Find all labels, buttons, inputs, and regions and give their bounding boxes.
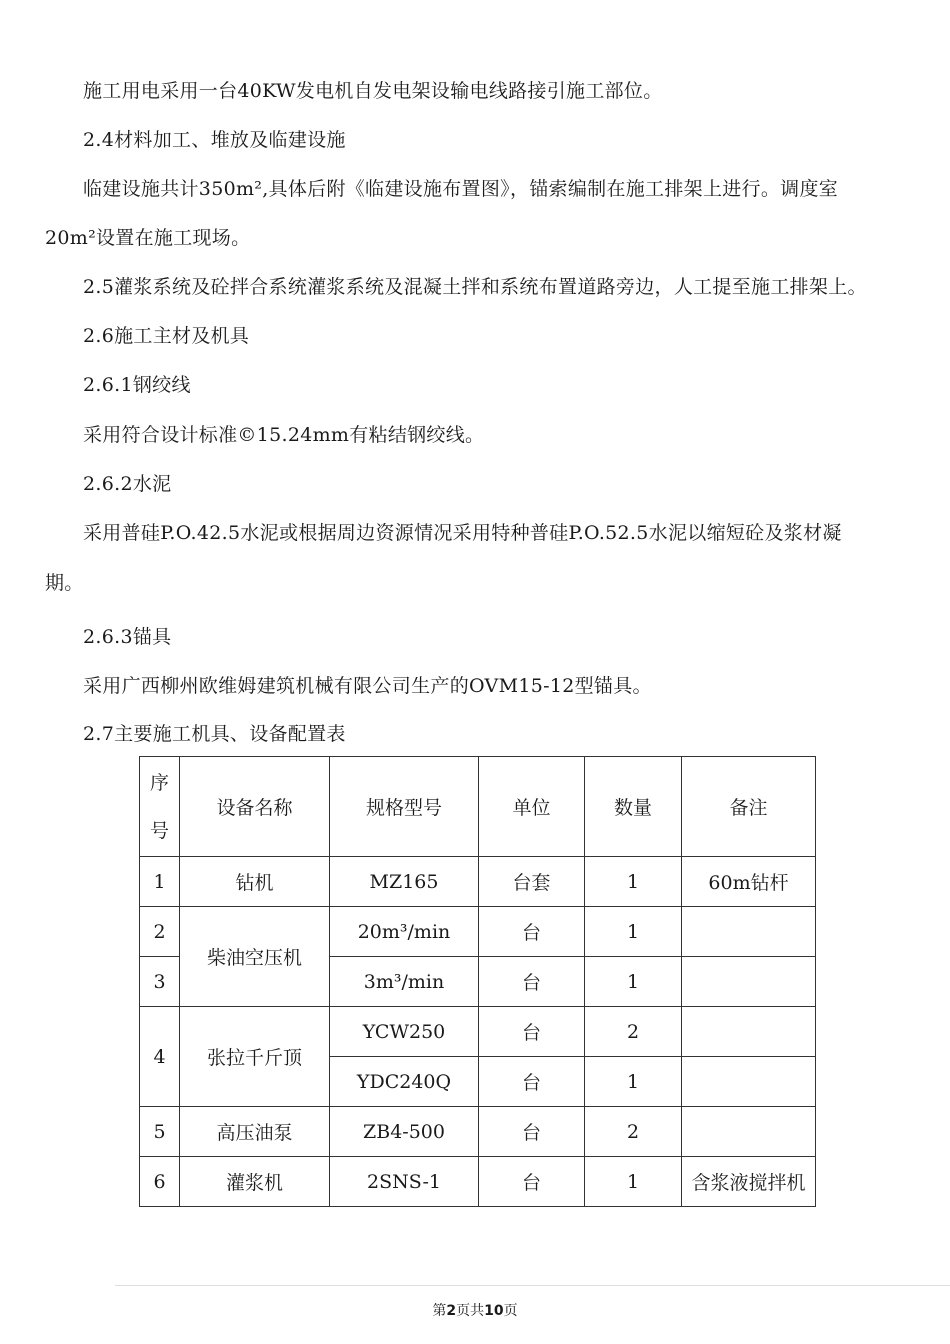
cell-name: 灌浆机 — [180, 1157, 330, 1207]
heading-2-6-3: 2.6.3锚具 — [83, 626, 172, 648]
paragraph-2-5-grouting-system: 2.5灌浆系统及砼拌合系统灌浆系统及混凝土拌和系统布置道路旁边，人工提至施工排架上。 — [83, 276, 867, 298]
cell-qty: 1 — [585, 1057, 682, 1107]
table-row — [140, 1107, 816, 1157]
heading-2-7: 2.7主要施工机具、设备配置表 — [83, 723, 346, 745]
cell-qty: 1 — [585, 907, 682, 957]
cell-model: MZ165 — [330, 857, 479, 907]
cell-qty: 1 — [585, 1157, 682, 1207]
heading-2-4: 2.4材料加工、堆放及临建设施 — [83, 129, 346, 151]
table-row — [140, 907, 816, 957]
cell-note: 60m钻杆 — [682, 857, 816, 907]
cell-unit: 台 — [479, 907, 585, 957]
heading-2-6-1: 2.6.1钢绞线 — [83, 374, 191, 396]
table-header-row — [140, 757, 816, 857]
cell-seq: 2 — [140, 907, 180, 957]
cell-seq: 4 — [140, 1007, 180, 1107]
cell-name: 高压油泵 — [180, 1107, 330, 1157]
cell-seq: 1 — [140, 857, 180, 907]
footer-prefix: 第 — [432, 1303, 447, 1319]
paragraph-power-supply: 施工用电采用一台40KW发电机自发电架设输电线路接引施工部位。 — [83, 80, 663, 102]
cell-model: YDC240Q — [330, 1057, 479, 1107]
header-seq-top: 序 — [149, 771, 169, 794]
cell-qty: 1 — [585, 957, 682, 1007]
cell-name: 柴油空压机 — [180, 907, 330, 1007]
cell-model: 3m³/min — [330, 957, 479, 1007]
cell-name: 张拉千斤顶 — [180, 1007, 330, 1107]
header-unit: 单位 — [479, 757, 585, 857]
header-note: 备注 — [682, 757, 816, 857]
cell-model: ZB4-500 — [330, 1107, 479, 1157]
paragraph-anchorage: 采用广西柳州欧维姆建筑机械有限公司生产的OVM15-12型锚具。 — [83, 675, 652, 697]
cell-qty: 2 — [585, 1007, 682, 1057]
table-row — [140, 1157, 816, 1207]
cell-seq: 6 — [140, 1157, 180, 1207]
cell-unit: 台 — [479, 1057, 585, 1107]
heading-2-6: 2.6施工主材及机具 — [83, 325, 250, 347]
cell-seq: 5 — [140, 1107, 180, 1157]
cell-qty: 2 — [585, 1107, 682, 1157]
header-model: 规格型号 — [330, 757, 479, 857]
cell-note — [682, 1107, 816, 1157]
cell-seq: 3 — [140, 957, 180, 1007]
cell-name: 钻机 — [180, 857, 330, 907]
footer-middle: 页共 — [456, 1303, 485, 1319]
footer-divider — [115, 1285, 950, 1286]
cell-note — [682, 1057, 816, 1107]
paragraph-temporary-facilities-2: 20m²设置在施工现场。 — [45, 227, 251, 249]
cell-note: 含浆液搅拌机 — [682, 1157, 816, 1207]
table-row — [140, 857, 816, 907]
footer-page-number: 2 — [446, 1303, 457, 1319]
footer-suffix: 页 — [503, 1303, 518, 1319]
cell-unit: 台 — [479, 1157, 585, 1207]
cell-note — [682, 957, 816, 1007]
paragraph-cement-1: 采用普硅P.O.42.5水泥或根据周边资源情况采用特种普硅P.O.52.5水泥以缩短砼及浆材凝 — [83, 522, 842, 544]
cell-note — [682, 1007, 816, 1057]
header-quantity: 数量 — [585, 757, 682, 857]
header-seq-bottom: 号 — [149, 819, 169, 842]
heading-2-6-2: 2.6.2水泥 — [83, 473, 172, 495]
cell-note — [682, 907, 816, 957]
cell-model: 20m³/min — [330, 907, 479, 957]
cell-unit: 台 — [479, 1007, 585, 1057]
header-equipment-name: 设备名称 — [180, 757, 330, 857]
cell-unit: 台套 — [479, 857, 585, 907]
page-footer — [0, 1300, 950, 1320]
paragraph-temporary-facilities-1: 临建设施共计350m²,具体后附《临建设施布置图》，锚索编制在施工排架上进行。调度室 — [83, 178, 839, 200]
paragraph-steel-strand: 采用符合设计标准©15.24mm有粘结钢绞线。 — [83, 424, 485, 446]
table-row — [140, 1007, 816, 1057]
equipment-table — [139, 756, 816, 1207]
cell-unit: 台 — [479, 1107, 585, 1157]
header-seq — [140, 757, 180, 857]
cell-model: 2SNS-1 — [330, 1157, 479, 1207]
cell-qty: 1 — [585, 857, 682, 907]
paragraph-cement-2: 期。 — [45, 572, 84, 594]
cell-unit: 台 — [479, 957, 585, 1007]
cell-model: YCW250 — [330, 1007, 479, 1057]
footer-total-pages: 10 — [484, 1303, 504, 1319]
